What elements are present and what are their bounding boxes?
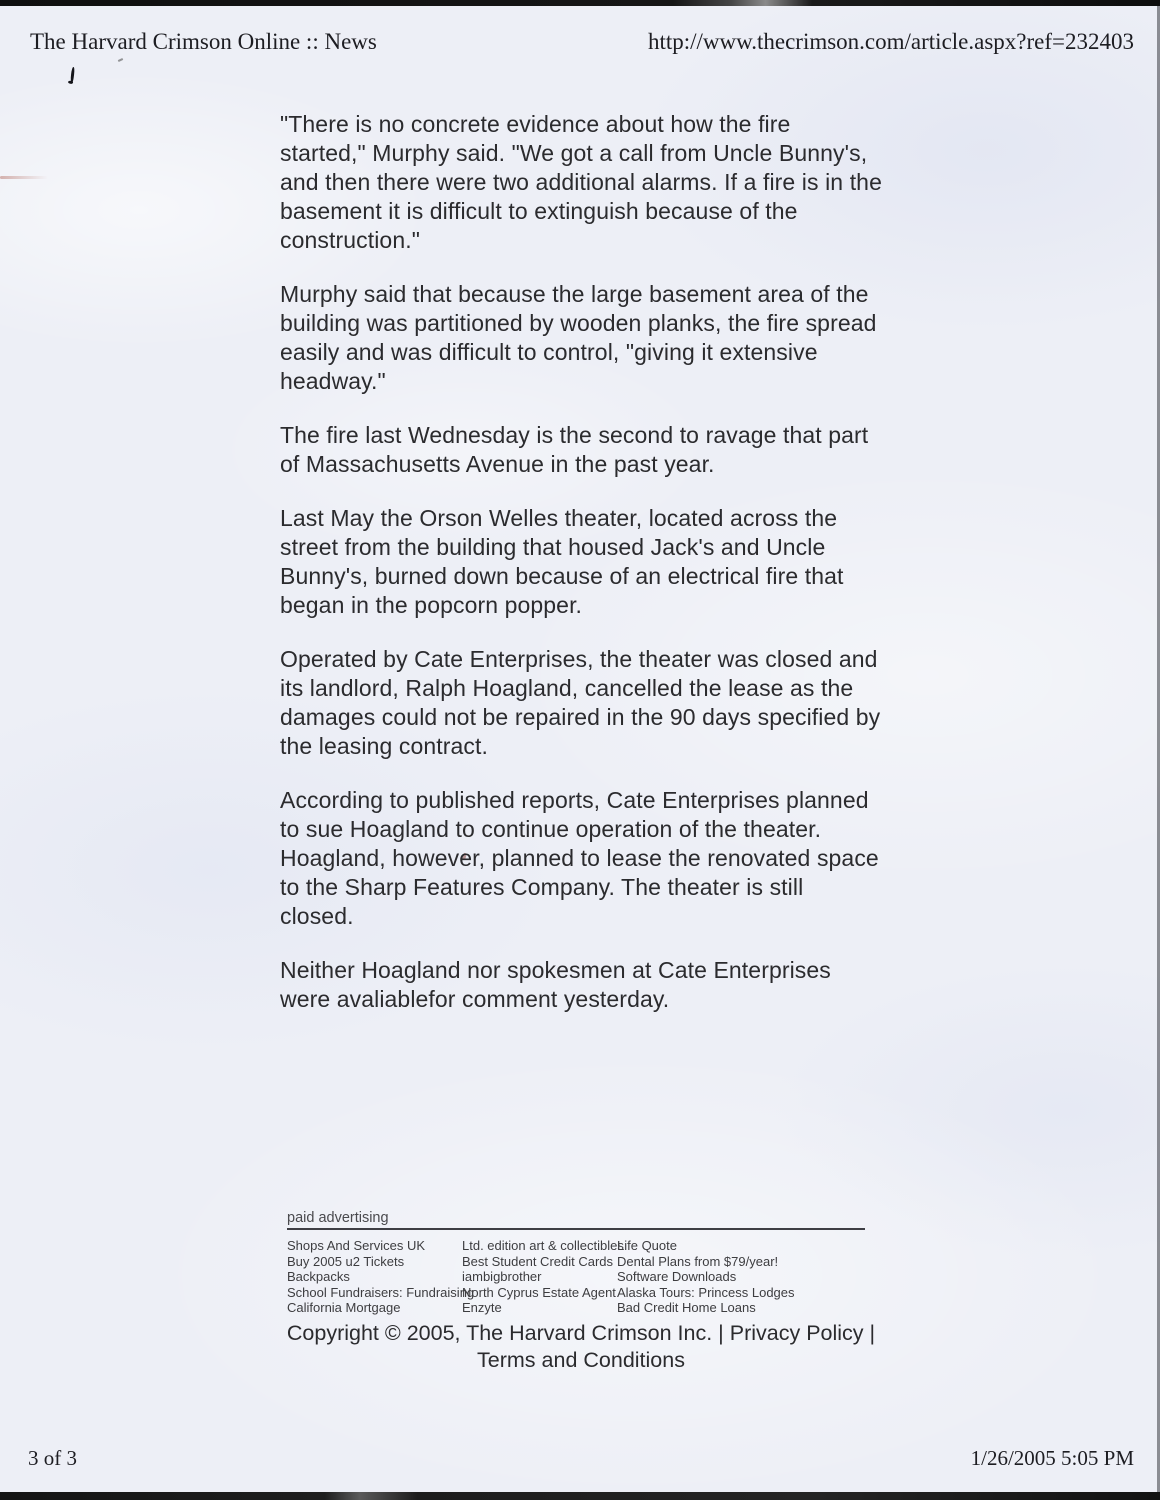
ink-mark	[70, 67, 75, 83]
ad-link: Backpacks	[287, 1269, 350, 1284]
ads-column	[462, 1238, 624, 1316]
ad-link: Life Quote	[617, 1238, 677, 1253]
article-paragraph: The fire last Wednesday is the second to ravage that part of Massachusetts Avenue in the past year.	[280, 422, 869, 477]
ad-link: Alaska Tours: Princess Lodges	[617, 1284, 795, 1300]
ad-link: iambigbrother	[462, 1269, 542, 1284]
scan-edge-top	[0, 0, 1160, 6]
ad-link: Software Downloads	[617, 1269, 737, 1284]
scan-streak-artifact	[0, 176, 48, 179]
ads-columns	[287, 1238, 865, 1316]
ad-link: Buy 2005 u2 Tickets	[287, 1253, 405, 1269]
ads-column	[617, 1238, 865, 1316]
ad-link: Enzyte	[462, 1300, 502, 1315]
ad-link: Dental Plans from $79/year!	[617, 1253, 779, 1269]
ad-link: Bad Credit Home Loans	[617, 1300, 756, 1315]
page-url: http://www.thecrimson.com/article.aspx?ref=232403	[647, 29, 1134, 54]
copyright-line: Terms and Conditions	[477, 1348, 685, 1372]
scan-edge-bottom	[0, 1492, 1160, 1500]
ad-link: School Fundraisers: Fundraising	[287, 1284, 475, 1300]
ad-link: Ltd. edition art & collectibles	[462, 1238, 624, 1253]
ad-link: Best Student Credit Cards	[462, 1253, 614, 1269]
article-paragraph: "There is no concrete evidence about how the fire started," Murphy said. "We got a call from Uncle Bunny's, and then there were two additional alarms. If a fire is in the basement it is difficult to extinguish because of the construction."	[280, 111, 882, 253]
paid-advertising-label: paid advertising	[287, 1210, 389, 1226]
ad-link: Shops And Services UK	[287, 1238, 426, 1253]
page-title: The Harvard Crimson Online :: News	[30, 29, 377, 54]
ads-column	[287, 1238, 475, 1316]
print-header	[30, 29, 1134, 55]
article-paragraph: According to published reports, Cate Enterprises planned to sue Hoagland to continue operation of the theater. Hoagland, however, planned to lease the renovated space to the Sharp Features Company. The theater is still closed.	[280, 787, 879, 929]
copyright-line: Copyright © 2005, The Harvard Crimson Inc. | Privacy Policy |	[286, 1321, 876, 1345]
paid-advertising-section	[287, 1210, 865, 1316]
ink-tick-mark	[118, 58, 123, 62]
ad-link: California Mortgage	[287, 1300, 401, 1315]
ads-divider-rule	[287, 1228, 865, 1230]
print-footer	[28, 1446, 1134, 1471]
article-body	[280, 110, 882, 1039]
page-number: 3 of 3	[28, 1446, 77, 1470]
article-paragraph: Neither Hoagland nor spokesmen at Cate Enterprises were avaliablefor comment yesterday.	[280, 957, 831, 1012]
print-timestamp: 1/26/2005 5:05 PM	[970, 1446, 1134, 1470]
article-paragraph: Murphy said that because the large basement area of the building was partitioned by wooden planks, the fire spread easily and was difficult to control, "giving it extensive headway."	[280, 281, 877, 394]
article-paragraph: Last May the Orson Welles theater, located across the street from the building that housed Jack's and Uncle Bunny's, burned down because of an electrical fire that began in the popcorn popper.	[280, 505, 844, 618]
article-paragraph: Operated by Cate Enterprises, the theater was closed and its landlord, Ralph Hoagland, cancelled the lease as the damages could not be repaired in the 90 days specified by the leasing contract.	[280, 646, 881, 759]
ad-link: North Cyprus Estate Agent	[462, 1284, 616, 1300]
copyright-notice	[280, 1320, 882, 1374]
